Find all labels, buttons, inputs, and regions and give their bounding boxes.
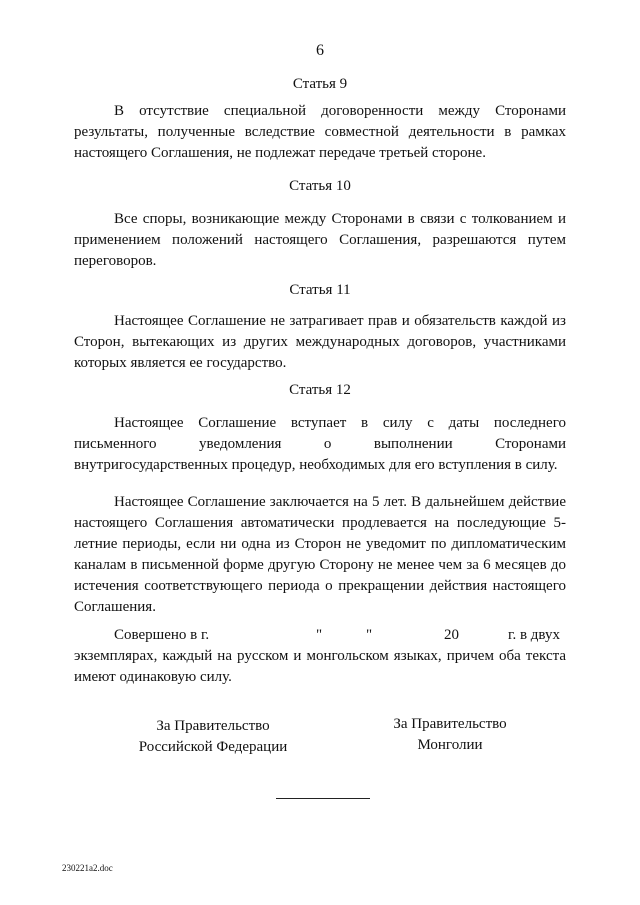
done-at-year: 20 (444, 627, 459, 643)
signature-russia-line1: За Правительство (156, 718, 270, 734)
article-10-text: Все споры, возникающие между Сторонами в связи с толкованием и применением положений настоящего Соглашения, разрешаются путем переговоров. (74, 211, 566, 269)
article-12-text-1: Настоящее Соглашение вступает в силу с даты последнего письменного уведомления о выполнении Сторонами внутригосударственных процедур, необходимых для его вступления в силу. (74, 415, 566, 473)
signature-russia (118, 716, 308, 758)
article-12-heading: Статья 12 (289, 382, 351, 398)
article-9-heading: Статья 9 (292, 76, 348, 92)
signature-russia-line2: Российской Федерации (138, 739, 288, 755)
signature-mongolia-line2: Монголии (417, 737, 483, 753)
done-at-quote-open: " (316, 627, 323, 643)
done-at-line (114, 625, 566, 646)
article-10-heading: Статья 10 (289, 178, 351, 194)
signature-mongolia (355, 714, 545, 756)
article-11-text: Настоящее Соглашение не затрагивает прав и обязательств каждой из Сторон, вытекающих из других международных договоров, участниками которых является ее государство. (74, 313, 566, 371)
done-at-rest: экземплярах, каждый на русском и монгольском языках, причем оба текста имеют одинаковую силу. (74, 648, 566, 685)
signature-mongolia-line1: За Правительство (393, 716, 507, 732)
footer-file-code: 230221a2.doc (62, 863, 113, 873)
article-9-text: В отсутствие специальной договоренности между Сторонами результаты, полученные вследствие совместной деятельности в рамках настоящего Соглашения, не подлежат передаче третьей стороне. (74, 103, 566, 161)
end-divider (276, 798, 370, 799)
article-11-heading: Статья 11 (289, 282, 351, 298)
page-number: 6 (316, 42, 324, 59)
article-12-text-2: Настоящее Соглашение заключается на 5 лет. В дальнейшем действие настоящего Соглашения автоматически продлевается на последующие 5-летние периоды, если ни одна из Сторон не уведомит по дипломатическим каналам в письменной форме другую Сторону не менее чем за 6 месяцев до истечения соответствующего периода о прекращении действия настоящего Соглашения. (74, 494, 566, 615)
done-at-quote-close: " (366, 627, 373, 643)
done-at-prefix: Совершено в г. (114, 627, 210, 643)
done-at-suffix: г. в двух (508, 627, 560, 643)
